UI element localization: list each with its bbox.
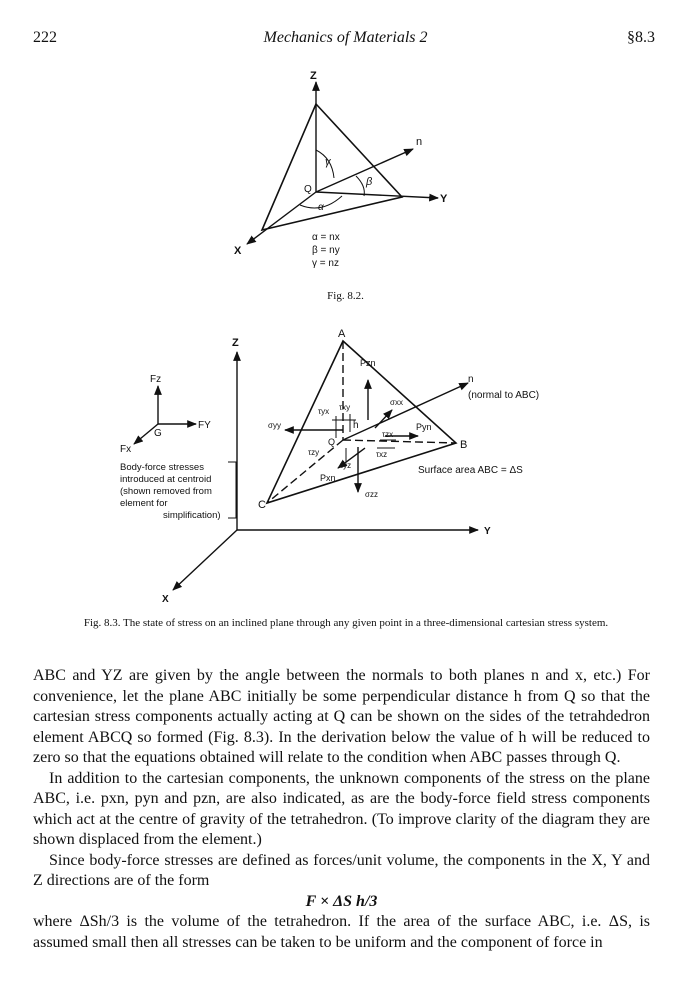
fig2-tau-xy: τxy — [339, 403, 351, 412]
body-text — [33, 666, 650, 953]
fig1-y-label: Y — [440, 193, 448, 205]
fig1-alpha-label: α — [318, 202, 324, 213]
fig2-tau-zy: τzy — [308, 448, 320, 457]
fig2-pxn: Pxn — [320, 473, 336, 483]
fig2-y-label: Y — [484, 526, 491, 537]
beta-arc — [356, 176, 364, 196]
section-number: §8.3 — [627, 29, 655, 46]
fig2-note-line-2: introduced at centroid — [120, 474, 212, 485]
fig2-body-g: G — [154, 428, 162, 439]
normal-line — [343, 383, 468, 440]
fig2-note-line-4: element for — [120, 498, 168, 509]
fig1-legend-gamma: γ = nz — [312, 258, 339, 269]
fig2-tau-yx: τyx — [318, 407, 330, 416]
running-title: Mechanics of Materials 2 — [263, 29, 428, 46]
equation: F × ΔS h/3 — [305, 892, 378, 910]
edge-qb — [343, 440, 456, 443]
fig2-x-label: X — [162, 594, 169, 605]
fig2-h-label: h — [353, 420, 359, 431]
fig2-note-line-5: simplification) — [163, 510, 221, 521]
fig1-q-label: Q — [304, 184, 312, 195]
x-axis — [247, 192, 316, 244]
fig2-tau-zx: τzx — [382, 430, 394, 439]
y-axis — [316, 192, 438, 198]
figure-8-2-caption: Fig. 8.2. — [327, 290, 364, 302]
fig1-beta-label: β — [366, 176, 373, 188]
fig2-vertex-c: C — [258, 499, 266, 511]
fig2-sigma-zz: σzz — [365, 490, 378, 499]
fig2-q-label: Q — [328, 437, 336, 447]
fig2-body-fy: FY — [198, 420, 211, 431]
fig2-sigma-xx: σxx — [390, 398, 403, 407]
fig1-legend-alpha: α = nx — [312, 232, 340, 243]
fig2-z-label: Z — [232, 337, 239, 349]
fig2-tau-yz: τyz — [340, 461, 352, 470]
fig1-z-label: Z — [310, 70, 317, 82]
fig2-body-fz: Fz — [150, 374, 162, 385]
paragraph-4: where ΔSh/3 is the volume of the tetrahedron. If the area of the surface ABC, i.e. ΔS, is assumed small then all stresses can be taken to be uniform and the component of force in — [33, 913, 650, 951]
paragraph-3: Since body-force stresses are defined as forces/unit volume, the components in the X, Y and Z directions are of the form — [33, 851, 650, 889]
fig2-vertex-b: B — [460, 439, 468, 451]
fig1-n-label: n — [416, 136, 423, 148]
fig2-normal-note: (normal to ABC) — [468, 390, 540, 401]
fig2-pzn: Pzn — [360, 358, 376, 368]
fig2-vertex-a: A — [338, 328, 346, 340]
fig2-note-line-3: (shown removed from — [120, 486, 212, 497]
paragraph-1: ABC and YZ are given by the angle between the normals to both planes n and x, etc.) For convenience, let the plane ABC initially be some perpendicular distance h from Q so that the cartesian stress components actually acting at Q can be shown on the sides of the tetrahdedron element ABCQ so formed (Fig. 8.3). In the derivation below the value of h will be reduced to zero so that the equations obtained will relate to the condition when ABC passes through Q. — [33, 667, 650, 766]
fig1-x-label: X — [234, 245, 242, 257]
fig2-body-fx: Fx — [120, 444, 132, 455]
page-number: 222 — [33, 29, 57, 46]
edge-qc — [267, 440, 343, 503]
fig2-surface-note: Surface area ABC = ΔS — [418, 465, 523, 476]
paragraph-2: In addition to the cartesian components, the unknown components of the stress on the plane ABC, i.e. pxn, pyn and pzn, are also indicated, as are the body-force field stress components which act at the centre of gravity of the tetrahedron. (To improve clarity of the diagram they are shown displaced from the element.) — [33, 769, 650, 848]
fig1-legend-beta: β = ny — [312, 245, 340, 256]
figure-8-2 — [247, 82, 438, 244]
figure-8-3-caption: Fig. 8.3. The state of stress on an inclined plane through any given point in a three-dimensional cartesian stress system. — [83, 617, 609, 629]
fig1-gamma-label: γ — [325, 156, 331, 168]
body-force-note-bracket — [228, 462, 236, 518]
fig2-note-line-1: Body-force stresses — [120, 462, 204, 473]
fig2-n-label: n — [468, 374, 474, 385]
fig2-sigma-yy: σyy — [268, 421, 281, 430]
fig2-tau-xz: τxz — [376, 450, 388, 459]
x-axis — [173, 530, 237, 590]
fig2-pyn: Pyn — [416, 422, 432, 432]
